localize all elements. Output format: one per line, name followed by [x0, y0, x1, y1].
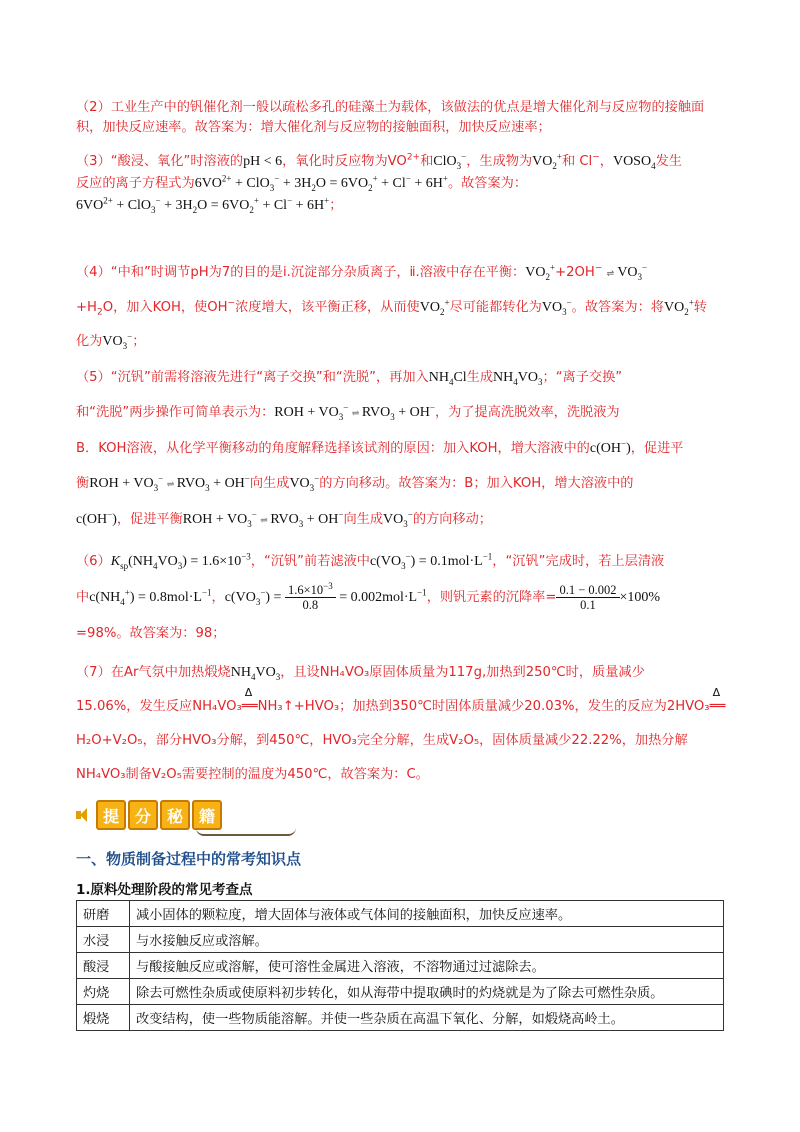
table-key: 水浸 [77, 927, 130, 953]
table-value: 改变结构，使一些物质能溶解。并使一些杂质在高温下氧化、分解，如煅烧高岭土。 [130, 1005, 724, 1031]
heat-arrow-icon: Δ ══ [241, 686, 258, 714]
text: NH₃↑+HVO₃；加热到350℃时固体质量减少20.03%，发生的反应为2HVO₃ [257, 699, 710, 714]
text: +H [76, 300, 97, 315]
text: 15.06%，发生反应NH₄VO₃ [76, 699, 242, 714]
exchange-arrow-icon: ⇌ [166, 479, 174, 489]
equilibrium-arrow-icon: ⇌ [606, 269, 614, 279]
text: B．KOH溶液，从化学平衡移动的角度解释选择该试剂的原因：加入KOH，增大溶液中的 [76, 441, 590, 456]
text: 衡 [76, 476, 90, 491]
table-value: 与酸接触反应或溶解，使可溶性金属进入溶液，不溶物通过过滤除去。 [130, 953, 724, 979]
table-row [77, 1005, 724, 1031]
text: ，生成物为 [466, 154, 533, 169]
knowledge-table [76, 900, 724, 1031]
text: ，为了提高洗脱效率，洗脱液为 [434, 405, 620, 420]
table-value: 与水接触反应或溶解。 [130, 927, 724, 953]
text: 发生 [655, 154, 682, 169]
text: NH₄VO₃制备V₂O₅需要控制的温度为450℃，故答案为：C。 [76, 767, 429, 782]
table-value: 除去可燃性杂质或使原料初步转化，如从海带中提取碘时的灼烧就是为了除去可燃性杂质。 [130, 979, 724, 1005]
table-key: 灼烧 [77, 979, 130, 1005]
ph-condition: pH < 6 [243, 154, 283, 169]
text: ，“沉钒”完成时，若上层清液 [492, 554, 665, 569]
text: H₂O+V₂O₅，部分HVO₃分解，到450℃，HVO₃完全分解，生成V₂O₅，固体质量减少22.22%，加热分解 [76, 733, 688, 748]
text: +2OH [555, 265, 595, 280]
text: 向生成 [343, 512, 384, 527]
answer-paragraph-2 [76, 98, 726, 138]
text: ，“沉钒”前若滤液中 [250, 554, 370, 569]
text: 和 Cl [561, 154, 593, 169]
text: ； [329, 198, 343, 213]
banner-swoosh [196, 828, 296, 836]
text: 尽可能都转化为 [449, 300, 542, 315]
paragraph-text: （2）工业生产中的钒催化剂一般以疏松多孔的硅藻土为载体，该做法的优点是增大催化剂与反应物的接触面积，加快反应速率。故答案为：增大催化剂与反应物的接触面积，加快反应速率； [76, 100, 705, 135]
table-key: 煅烧 [77, 1005, 130, 1031]
ksp-expression: $K_{sp}(NH_4VO_3) = 1.6\times 10^{-3}$ [110, 551, 251, 571]
text: （4）“中和”时调节pH为7的目的是ⅰ.沉淀部分杂质离子，ⅱ.溶液中存在平衡： [76, 265, 526, 280]
answer-paragraph-4: （4）“中和”时调节pH为7的目的是ⅰ.沉淀部分杂质离子，ⅱ.溶液中存在平衡：$VO_2^++2OH^-$ ⇌ $VO_3^-$ $+H_2O$，加入KOH，使OH−浓度增大，该平衡正移，从而使$VO_2^+$尽可能都转化为$VO_3^-$。故答案为：将$VO_2^+$转 化为$VO_3^-$； [76, 256, 726, 359]
banner-tile: 提 [96, 800, 126, 830]
subsection-heading: 1.原料处理阶段的常见考查点 [76, 882, 253, 898]
text: 。故答案为： [447, 176, 528, 191]
formula: $VO_3^-$ [541, 297, 572, 317]
text: ，氧化时反应物为VO [282, 154, 407, 169]
text: ，则钒元素的沉降率= [426, 590, 557, 605]
ionic-equation: $6VO^{2+} + ClO_3^- + 3H_2O = 6VO_2^+ + Cl^- + 6H^+$ [194, 173, 448, 193]
banner-tiles [96, 800, 222, 830]
text: 生成 [466, 370, 494, 385]
answer-paragraph-6 [76, 544, 726, 652]
formula: $VO_2^+$ [419, 297, 450, 317]
formula: $NH_4VO_3$ [230, 665, 281, 682]
table-value: 减小固体的颗粒度，增大固体与液体或气体间的接触面积，加快反应速率。 [130, 901, 724, 927]
exchange-arrow-icon: ⇌ [351, 408, 359, 418]
text: 转 [693, 300, 707, 315]
text: 和“洗脱”两步操作可简单表示为： [76, 405, 275, 420]
formula-voso4: $VOSO_4$ [612, 154, 656, 171]
text: （6） [76, 554, 111, 569]
formula: c(OH−) [76, 509, 117, 527]
text: 浓度增大，该平衡正移，从而使 [235, 300, 420, 315]
formula: $VO_3^-$ [289, 473, 320, 493]
text: 和 [420, 154, 434, 169]
formula-vo2plus: $VO_2^+$ [532, 151, 562, 171]
text: 反应的离子方程式为 [76, 176, 195, 191]
formula: ROH + $VO_3^-$ ⇌ $RVO_3 + OH^-$ [183, 512, 344, 527]
heat-arrow-icon: Δ ══ [709, 686, 726, 714]
table-key: 研磨 [77, 901, 130, 927]
rate-calc: $\frac{0.1 - 0.002}{0.1}$ ×100% [556, 590, 660, 605]
answer-paragraph-3: （3）“酸浸、氧化”时溶液的pH < 6，氧化时反应物为$VO^{2+}$和ClO$_3$−，生成物为$VO_2^+$和 Cl−，$VOSO_4$发生 反应的离子方程式为$6VO^{2+} + ClO_3^- + 3H_2O = 6VO_2^+ + Cl^- + 6H^+$。故答案为： $6VO^{2+} + ClO_3^- + 3H_2O = 6VO_2^+ + Cl^- + 6H^+$； [76, 151, 682, 215]
table-key: 酸浸 [77, 953, 130, 979]
text: （3）“酸浸、氧化”时溶液的 [76, 154, 244, 169]
text: 向生成 [249, 476, 290, 491]
text: 。故答案为：将 [571, 300, 664, 315]
formula: $VO_3^-$ [102, 331, 133, 351]
formula: $VO_3^-$ [383, 509, 413, 529]
answer-paragraph-7 [76, 656, 726, 792]
formula: $c(VO_3^-) = 0.1mol\cdot L^{-1}$ [369, 551, 493, 571]
text: O，加入KOH，使OH [102, 300, 228, 315]
formula: $VO_3^-$ [617, 262, 648, 282]
speaker-icon [76, 807, 92, 823]
formula: $VO_2^+$ [663, 297, 694, 317]
text: 的方向移动； [412, 512, 492, 527]
formula: c(OH−) [589, 438, 631, 456]
text: ，促进平衡 [116, 512, 183, 527]
formula: ROH + $VO_3^-$ ⇌ $RVO_3 + OH^-$ [89, 476, 250, 491]
text: ； [132, 334, 146, 349]
formula: $VO_2^+$ [525, 262, 556, 282]
text: （7）在Ar气氛中加热煅烧 [76, 665, 231, 680]
banner-tile: 分 [128, 800, 158, 830]
text: ， [211, 590, 225, 605]
text: ，且设NH₄VO₃原固体质量为117g,加热到250℃时，质量减少 [280, 665, 645, 680]
tips-banner [76, 800, 222, 830]
concentration-calc: $c(VO_3^-)$ = $\frac{1.6\times 10^{-3}}{0.8}$ = $0.002mol\cdot L^{-1}$ [224, 581, 427, 613]
table-row [77, 979, 724, 1005]
text: 化为 [76, 334, 103, 349]
banner-tile: 秘 [160, 800, 190, 830]
text: =98%。故答案为：98； [76, 626, 226, 641]
banner-tile: 籍 [192, 800, 222, 830]
answer-paragraph-5 [76, 360, 726, 538]
formula: $NH_4Cl$ [428, 370, 467, 387]
text: ，促进平 [630, 441, 684, 456]
table-row [77, 927, 724, 953]
section-heading: 一、物质制备过程中的常考知识点 [76, 850, 302, 868]
formula: $NH_4VO_3$ [493, 370, 543, 387]
text: ， [599, 154, 613, 169]
text: （5）“沉钒”前需将溶液先进行“离子交换”和“洗脱”，再加入 [76, 370, 429, 385]
exchange-arrow-icon: ⇌ [260, 515, 267, 525]
text: 中 [76, 590, 90, 605]
ionic-equation-answer: $6VO^{2+} + ClO_3^- + 3H_2O = 6VO_2^+ + Cl^- + 6H^+$ [76, 195, 330, 215]
text: 的方向移动。故答案为：B；加入KOH，增大溶液中的 [319, 476, 634, 491]
table-row [77, 901, 724, 927]
text: ；“离子交换” [542, 370, 623, 385]
ion-exchange-equation: ROH + $VO_3^-$ ⇌ $RVO_3 + OH^-$ [274, 405, 435, 420]
table-row [77, 953, 724, 979]
formula-clo3: ClO$_3$− [433, 151, 467, 171]
formula: $c(NH_4^+) = 0.8mol\cdot L^{-1}$ [89, 587, 212, 607]
